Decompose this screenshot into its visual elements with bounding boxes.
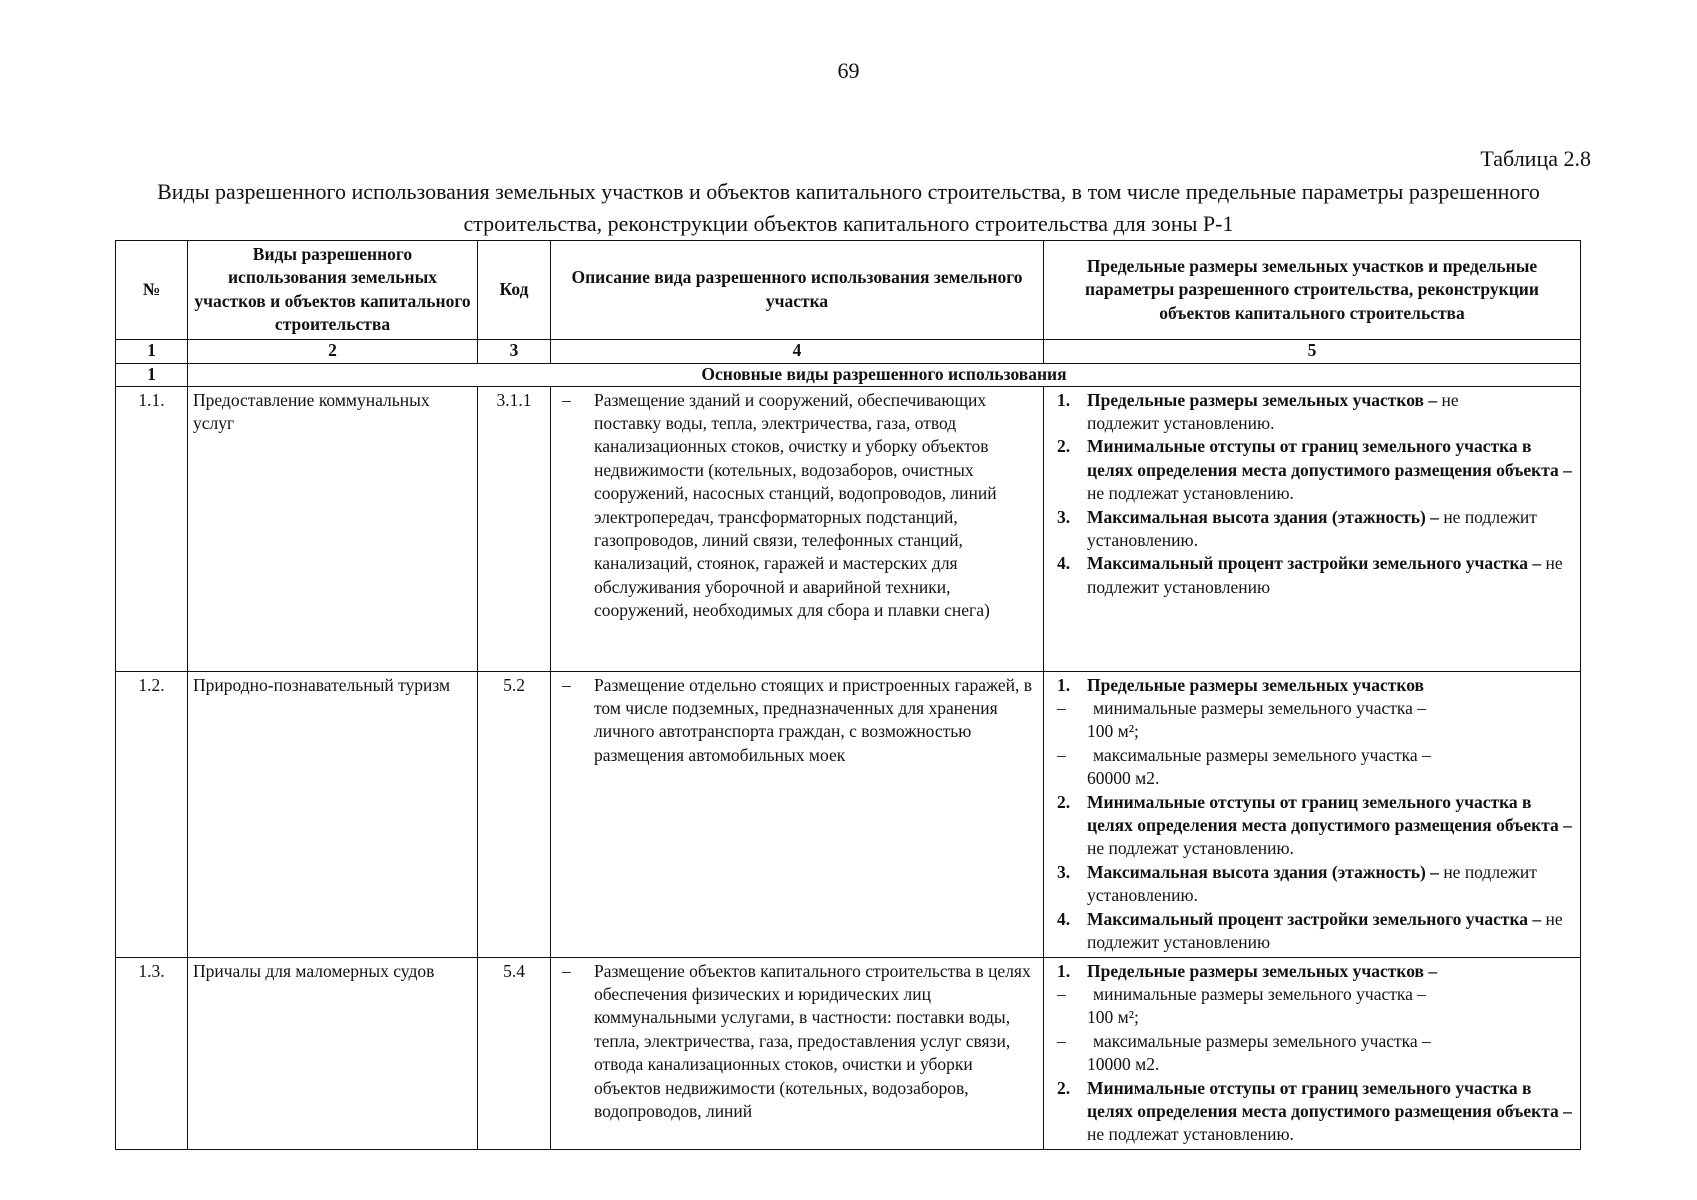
column-number: 1 [116, 339, 188, 363]
param-number: 2. [1057, 436, 1071, 457]
param-text: не подлежит установлению. [1087, 506, 1537, 551]
param-item [1049, 1077, 1575, 1147]
param-item [1049, 674, 1575, 697]
param-subitem [1049, 744, 1575, 767]
header-row [116, 241, 1581, 340]
column-number: 3 [478, 339, 551, 363]
param-continuation: подлежит установлению. [1087, 413, 1275, 434]
param-title: Максимальный процент застройки земельного участка – [1087, 908, 1542, 929]
param-title: Предельные размеры земельных участков – [1087, 960, 1438, 981]
param-text: максимальные размеры земельного участка – [1093, 1030, 1431, 1051]
row-code: 5.2 [478, 671, 551, 957]
param-title: Минимальные отступы от границ земельного участка в целях определения места допустимого размещения объекта – [1087, 436, 1572, 480]
param-item [1049, 435, 1575, 505]
list-dash: – [1057, 698, 1066, 719]
param-number: 3. [1057, 861, 1071, 882]
param-item [1049, 552, 1575, 599]
row-code: 3.1.1 [478, 386, 551, 671]
param-subitem [1049, 697, 1575, 720]
row-limits [1044, 386, 1581, 671]
column-number: 2 [188, 339, 478, 363]
param-number: 4. [1057, 908, 1071, 929]
param-number: 4. [1057, 553, 1071, 574]
header-types: Виды разрешенного использования земельных участков и объектов капитального строительства [188, 241, 478, 340]
description-text: Размещение зданий и сооружений, обеспечивающих поставку воды, тепла, электричества, газа, отвод канализационных стоков, очистку и уборку объектов недвижимости (котельных, водозаборов, очистных сооружений, насосных станций, водопроводов, линий электропередач, трансформаторных подстанций, газопроводов, линий связи, телефонных станций, канализаций, стоянок, гаражей и мастерских для обслуживания уборочной и аварийной техники, сооружений, необходимых для сбора и плавки снега) [594, 389, 997, 621]
row-description [551, 957, 1044, 1149]
param-value: 60000 м2. [1087, 768, 1160, 789]
param-title: Минимальные отступы от границ земельного участка в целях определения места допустимого размещения объекта – [1087, 1077, 1572, 1122]
list-dash: – [1057, 984, 1066, 1005]
row-code: 5.4 [478, 957, 551, 1149]
section-num: 1 [116, 363, 188, 386]
list-dash: – [562, 674, 571, 695]
table-row [116, 671, 1581, 957]
param-value: 10000 м2. [1087, 1054, 1160, 1075]
param-number: 2. [1057, 791, 1071, 812]
param-number: 1. [1057, 960, 1071, 981]
row-name: Природно-познавательный туризм [188, 671, 478, 957]
param-title: Минимальные отступы от границ земельного участка в целях определения места допустимого размещения объекта – [1087, 791, 1572, 836]
param-title: Предельные размеры земельных участков [1087, 674, 1424, 695]
row-limits [1044, 957, 1581, 1149]
param-number: 2. [1057, 1077, 1071, 1098]
column-number-row [116, 339, 1581, 363]
row-name: Причалы для маломерных судов [188, 957, 478, 1149]
param-text: не подлежит установлению [1087, 908, 1563, 953]
param-item [1049, 791, 1575, 861]
param-text: максимальные размеры земельного участка – [1093, 744, 1431, 765]
param-text: минимальные размеры земельного участка – [1093, 984, 1427, 1005]
column-number: 4 [551, 339, 1044, 363]
page-number: 69 [837, 58, 860, 83]
param-text: не подлежит установлению [1087, 553, 1563, 597]
header-num: № [116, 241, 188, 340]
param-title: Максимальный процент застройки земельного участка – [1087, 553, 1542, 574]
param-subitem [1049, 1030, 1575, 1053]
param-title: Предельные размеры земельных участков – [1087, 389, 1438, 410]
param-text: не [1437, 389, 1459, 410]
param-text: не подлежат установлению. [1087, 838, 1294, 859]
list-dash: – [1057, 1030, 1066, 1051]
row-num: 1.2. [116, 671, 188, 957]
list-dash: – [1057, 744, 1066, 765]
param-title: Максимальная высота здания (этажность) – [1087, 506, 1439, 527]
param-item [1049, 960, 1575, 983]
param-value: 100 м²; [1087, 721, 1139, 742]
list-dash: – [562, 960, 571, 981]
zoning-table [115, 240, 1581, 1150]
row-num: 1.3. [116, 957, 188, 1149]
param-title: Максимальная высота здания (этажность) – [1087, 861, 1439, 882]
description-text: Размещение отдельно стоящих и пристроенных гаражей, в том числе подземных, предназначенных для хранения личного автотранспорта граждан, с возможностью размещения автомобильных моек [594, 674, 1032, 765]
param-text: не подлежит установлению. [1087, 861, 1537, 906]
param-value: 100 м²; [1087, 1007, 1139, 1028]
param-number: 3. [1057, 506, 1071, 527]
param-number: 1. [1057, 674, 1071, 695]
description-text: Размещение объектов капитального строительства в целях обеспечения физических и юридических лиц коммунальными услугами, в частности: поставки воды, тепла, электричества, газа, предоставления услуг связи, отвода канализационных стоков, очистки и уборки объектов недвижимости (котельных, водозаборов, водопроводов, линий [594, 960, 1031, 1122]
param-text: не подлежат установлению. [1087, 1124, 1294, 1145]
row-num: 1.1. [116, 386, 188, 671]
table-caption: Виды разрешенного использования земельных участков и объектов капитального строительства, в том числе предельные параметры разрешенного строительства, реконструкции объектов капитального строительства для зоны Р-1 [157, 179, 1540, 236]
header-code: Код [478, 241, 551, 340]
list-dash: – [562, 389, 571, 410]
header-description: Описание вида разрешенного использования земельного участка [551, 241, 1044, 340]
param-text: не подлежат установлению. [1087, 483, 1294, 504]
param-number: 1. [1057, 389, 1071, 410]
param-item [1049, 389, 1575, 412]
column-number: 5 [1044, 339, 1581, 363]
section-title: Основные виды разрешенного использования [188, 363, 1581, 386]
row-name: Предоставление коммунальных услуг [188, 386, 478, 671]
table-row [116, 386, 1581, 671]
header-limits: Предельные размеры земельных участков и предельные параметры разрешенного строительства, реконструкции объектов капитального строительства [1044, 241, 1581, 340]
table-row [116, 957, 1581, 1149]
param-item [1049, 861, 1575, 908]
param-item [1049, 908, 1575, 955]
row-limits [1044, 671, 1581, 957]
table-label: Таблица 2.8 [1480, 146, 1591, 171]
param-text: минимальные размеры земельного участка – [1093, 698, 1427, 719]
row-description [551, 671, 1044, 957]
row-description [551, 386, 1044, 671]
section-row [116, 363, 1581, 386]
param-subitem [1049, 983, 1575, 1006]
param-item [1049, 506, 1575, 553]
